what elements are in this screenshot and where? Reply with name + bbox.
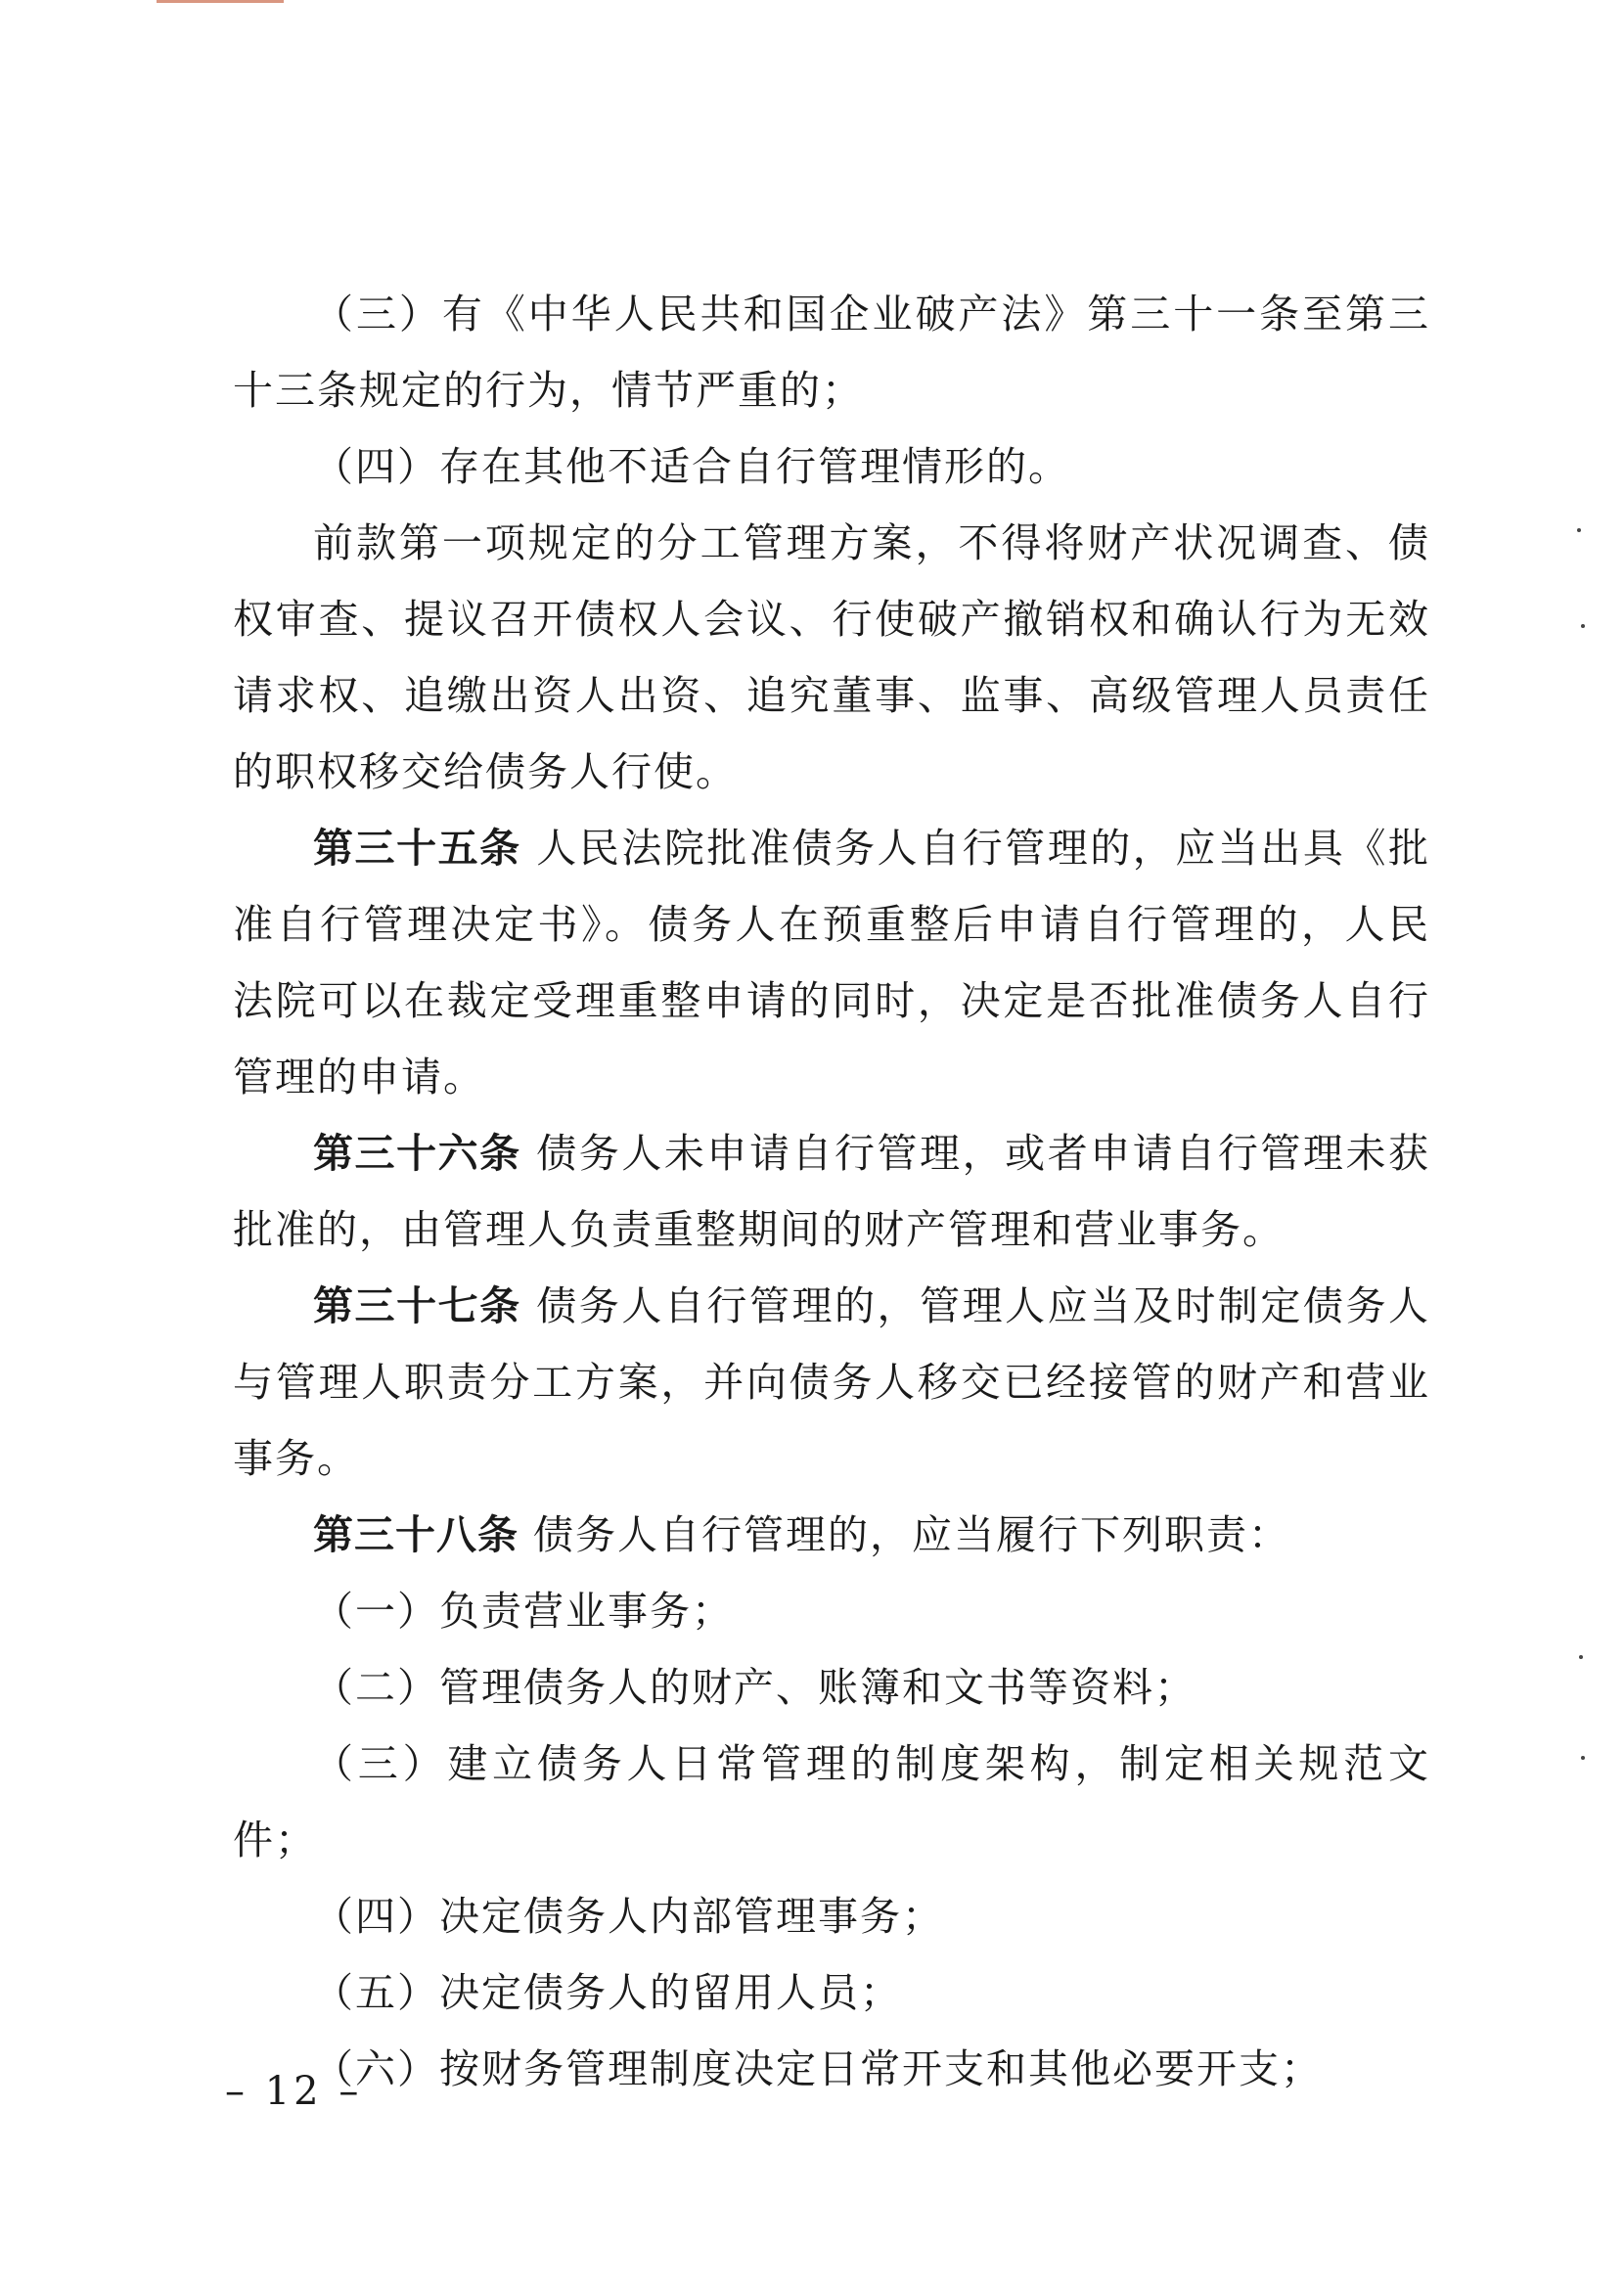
article-35: [233, 810, 1430, 1115]
paragraph-text: （四）决定债务人内部管理事务；: [313, 1893, 944, 1940]
paragraph: [233, 276, 1430, 428]
paragraph-text: （一）负责营业事务；: [313, 1588, 734, 1635]
article-number: 第三十五条: [313, 825, 521, 872]
paragraph-text: 债务人自行管理的，管理人应当及时制定债务人与管理人职责分工方案，并向债务人移交已经接管的财产和营业事务。: [233, 1282, 1430, 1482]
paragraph-text: 前款第一项规定的分工管理方案，不得将财产状况调查、债权审查、提议召开债权人会议、行使破产撤销权和确认行为无效请求权、追缴出资人出资、追究董事、监事、高级管理人员责任的职权移交给债务人行使。: [233, 519, 1430, 795]
paragraph: [233, 505, 1430, 810]
paragraph-text: 人民法院批准债务人自行管理的，应当出具《批准自行管理决定书》。债务人在预重整后申请自行管理的，人民法院可以在裁定受理重整申请的同时，决定是否批准债务人自行管理的申请。: [233, 825, 1430, 1100]
list-item: [233, 2031, 1430, 2107]
scan-speck: [1579, 1655, 1583, 1659]
list-item: [233, 1726, 1430, 1878]
list-item: [233, 1878, 1430, 1954]
article-number: 第三十八条: [313, 1511, 519, 1558]
scan-speck: [1581, 1756, 1585, 1760]
paragraph-text: 债务人未申请自行管理，或者申请自行管理未获批准的，由管理人负责重整期间的财产管理和营业事务。: [233, 1130, 1430, 1253]
article-38: [233, 1497, 1430, 1573]
paragraph-text: （三）建立债务人日常管理的制度架构，制定相关规范文件；: [233, 1740, 1430, 1863]
page-number: – 12 –: [225, 2069, 363, 2114]
paragraph-text: （三）有《中华人民共和国企业破产法》第三十一条至第三十三条规定的行为，情节严重的；: [233, 291, 1430, 414]
document-body: [233, 276, 1430, 2107]
article-number: 第三十六条: [313, 1130, 521, 1177]
paragraph-text: （五）决定债务人的留用人员；: [313, 1969, 902, 2016]
scan-edge-mark: [157, 0, 284, 3]
paragraph-text: 债务人自行管理的，应当履行下列职责：: [533, 1511, 1291, 1558]
scan-speck: [1577, 528, 1581, 532]
list-item: [233, 1649, 1430, 1726]
article-number: 第三十七条: [313, 1282, 521, 1329]
article-36: [233, 1115, 1430, 1268]
scan-speck: [1581, 624, 1585, 628]
list-item: [233, 1954, 1430, 2031]
article-37: [233, 1268, 1430, 1497]
paragraph-text: （四）存在其他不适合自行管理情形的。: [313, 443, 1070, 490]
list-item: [233, 1573, 1430, 1649]
paragraph: [233, 428, 1430, 505]
paragraph-text: （六）按财务管理制度决定日常开支和其他必要开支；: [313, 2045, 1323, 2092]
paragraph-text: （二）管理债务人的财产、账簿和文书等资料；: [313, 1664, 1196, 1711]
